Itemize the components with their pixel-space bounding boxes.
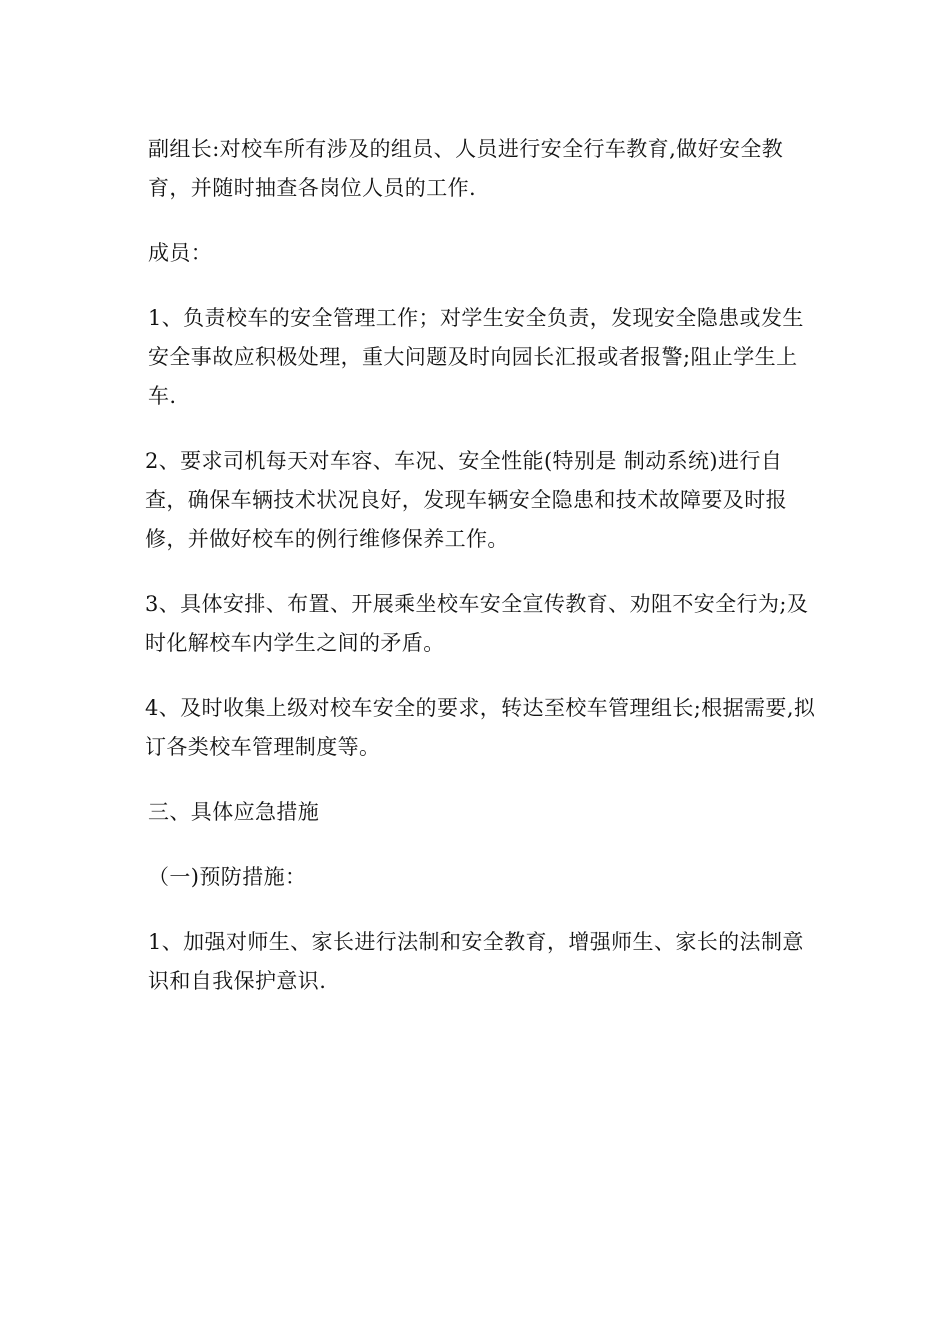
paragraph-duty-1: 1、负责校车的安全管理工作；对学生安全负责，发现安全隐患或发生安全事故应积极处理，重大问题及时向园长汇报或者报警;阻止学生上车.: [148, 306, 804, 408]
paragraph-vice-leader: 副组长:对校车所有涉及的组员、人员进行安全行车教育,做好安全教育，并随时抽查各岗位人员的工作.: [148, 137, 784, 200]
paragraph-members-heading: 成员：: [148, 241, 213, 265]
paragraph-duty-4: 4、及时收集上级对校车安全的要求，转达至校车管理组长;根据需要,拟订各类校车管理制度等。: [145, 696, 816, 759]
paragraph-duty-2: 2、要求司机每天对车容、车况、安全性能(特别是 制动系统)进行自查，确保车辆技术状况良好，发现车辆安全隐患和技术故障要及时报修，并做好校车的例行维修保养工作。: [145, 449, 787, 551]
document-page: [145, 130, 825, 1027]
section-heading-emergency-measures: 三、具体应急措施: [148, 800, 320, 824]
paragraph-prevention-1: 1、加强对师生、家长进行法制和安全教育，增强师生、家长的法制意识和自我保护意识.: [148, 930, 804, 993]
subsection-heading-prevention: （一)预防措施：: [148, 865, 307, 889]
paragraph-duty-3: 3、具体安排、布置、开展乘坐校车安全宣传教育、劝阻不安全行为;及时化解校车内学生之间的矛盾。: [145, 592, 809, 655]
